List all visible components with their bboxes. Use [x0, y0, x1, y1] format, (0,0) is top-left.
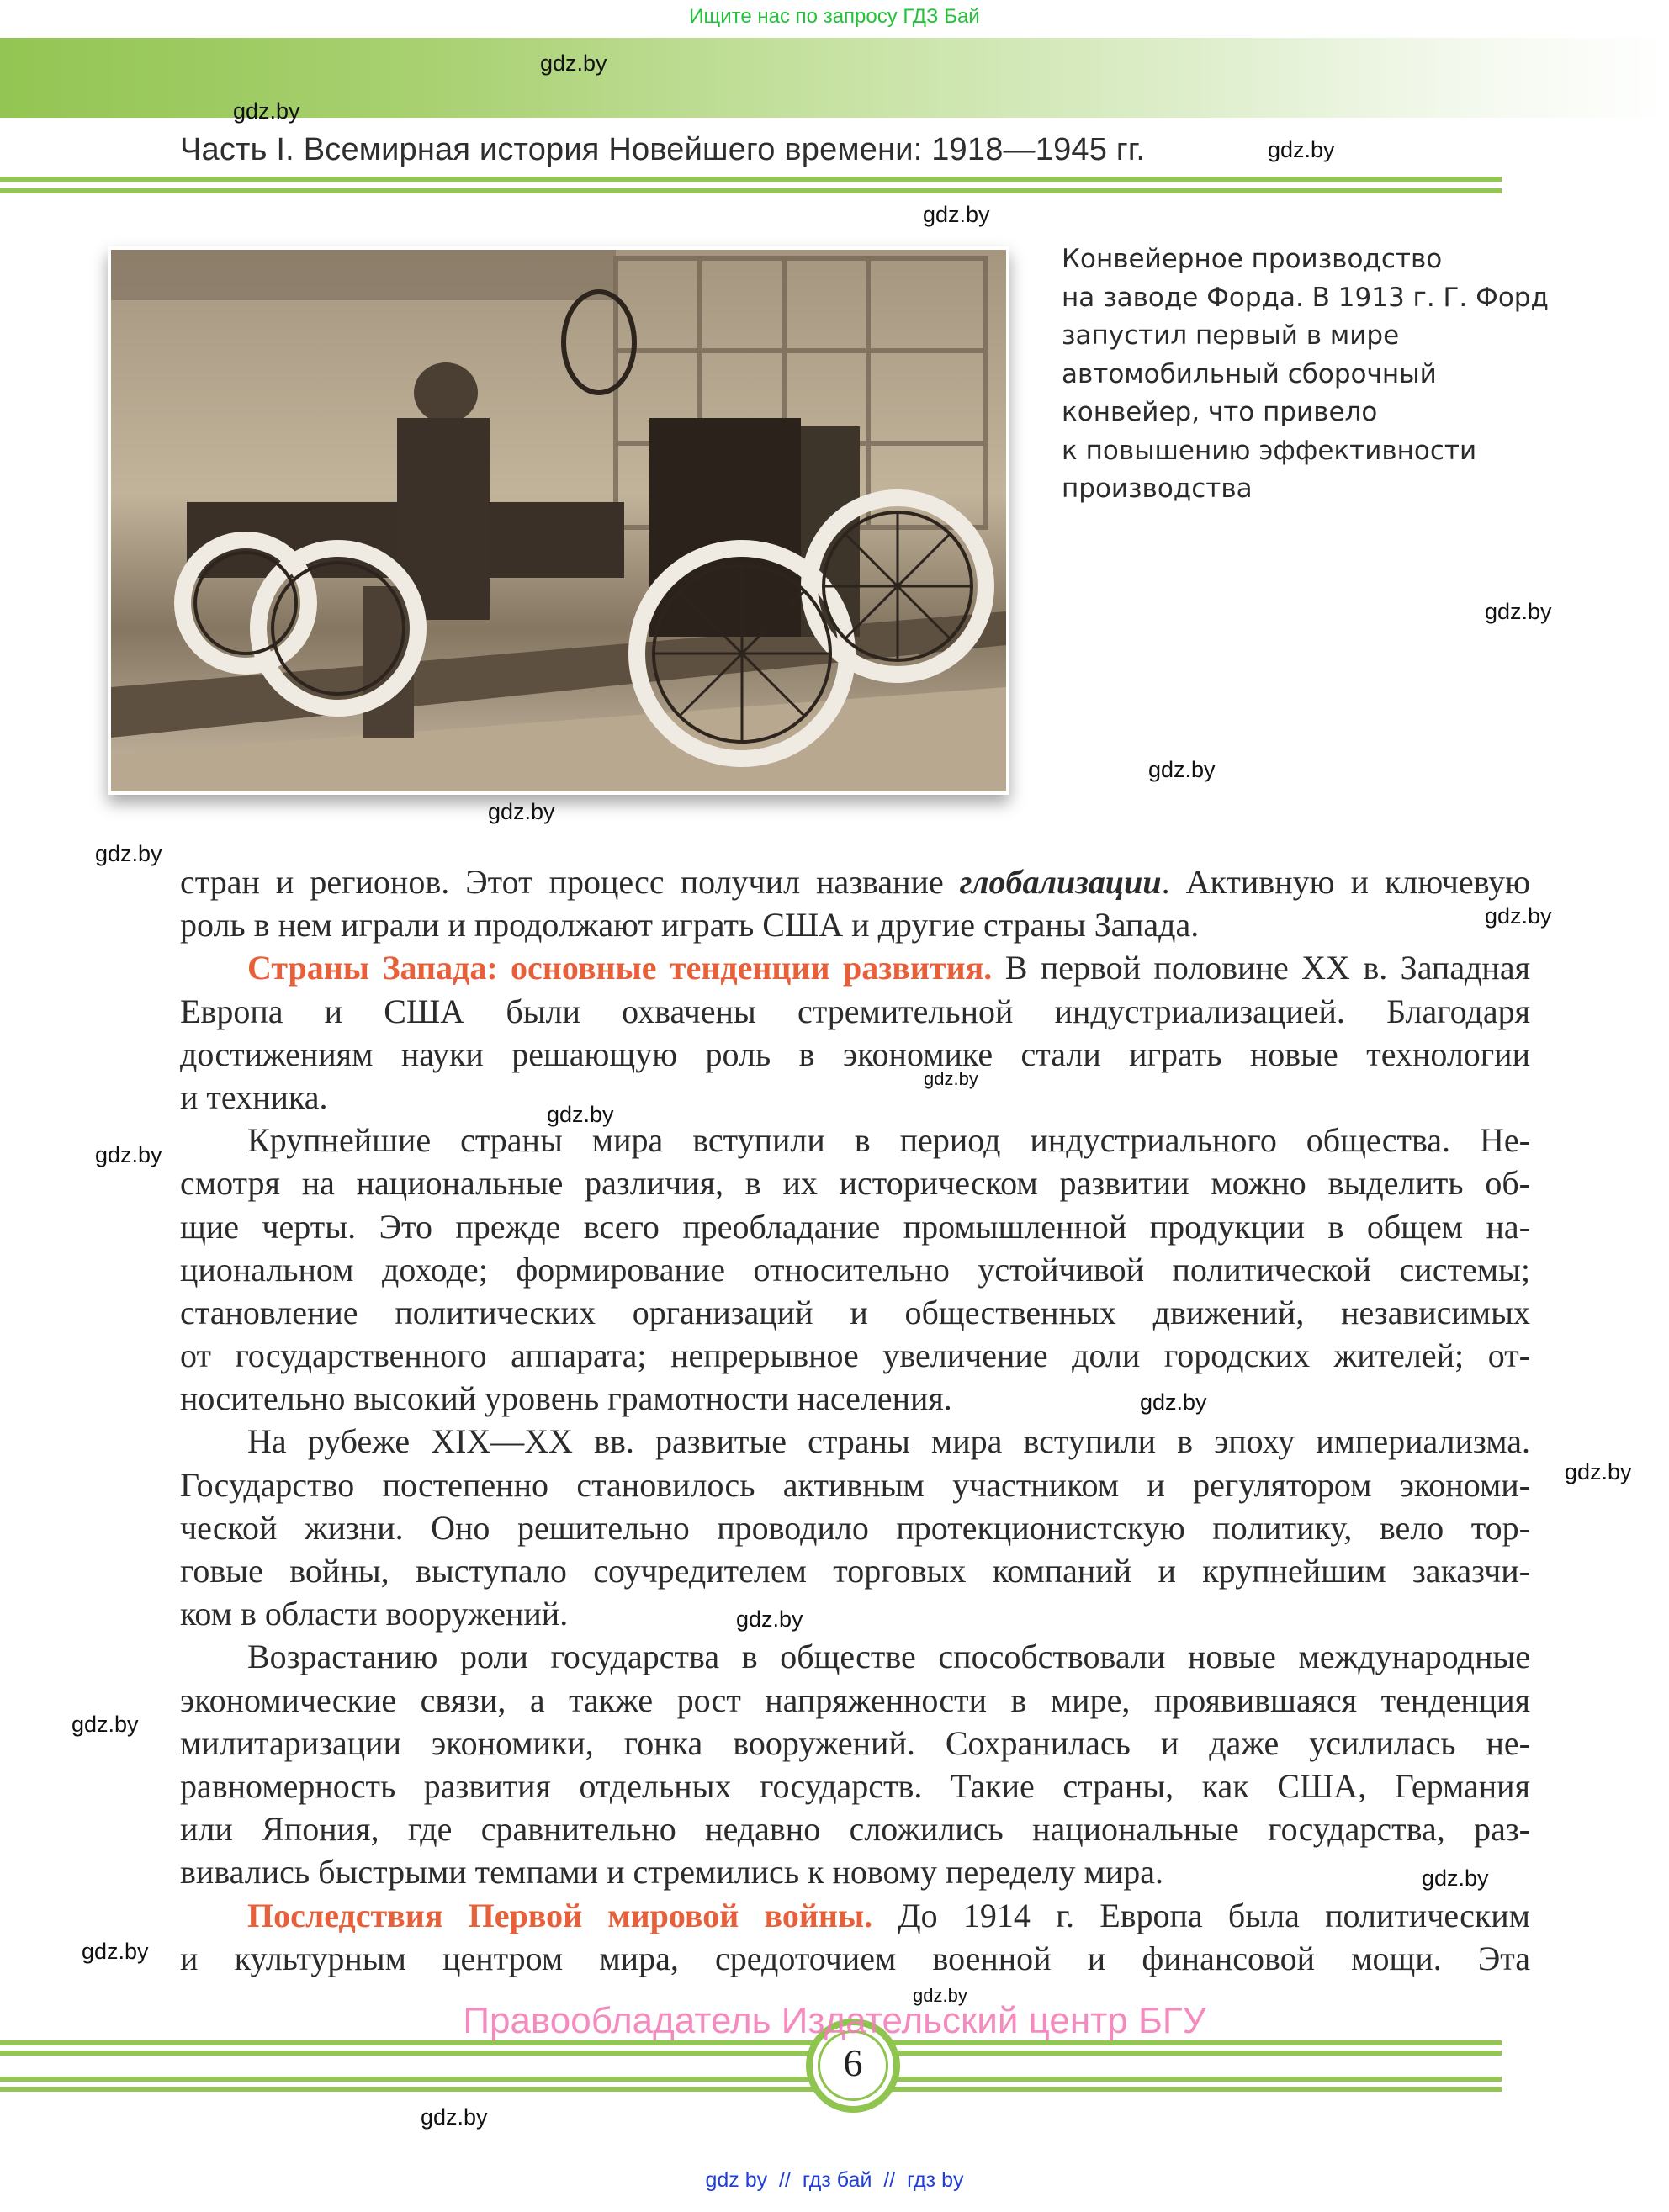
header-rule-bottom [0, 188, 1502, 193]
text-line: Крупнейшие страны мира вступили в период индустриального общества. Не- [247, 1121, 1530, 1160]
caption-line: Конвейерное производство [1062, 244, 1443, 274]
watermark: gdz.by [1422, 1865, 1489, 1891]
text-line: носительно высокий уровень грамотности населения. [180, 1379, 952, 1418]
caption-line: автомобильный сборочный [1062, 358, 1437, 389]
text-line: ческой жизни. Оно решительно проводило протекционистскую политику, вело тор- [180, 1508, 1530, 1547]
caption-line: запустил первый в мире [1062, 320, 1400, 351]
watermark: gdz.by [421, 2104, 488, 2130]
text-line: равномерность развития отдельных государств. Такие страны, как США, Германия [180, 1766, 1530, 1805]
text-line: вивались быстрыми темпами и стремились к новому переделу мира. [180, 1853, 1163, 1892]
text-line: роль в нем играли и продолжают играть США и другие страны Запада. [180, 906, 1200, 945]
body-text [180, 860, 1530, 1980]
section-heading-wwi-consequences: Последствия Первой мировой войны. [247, 1896, 873, 1934]
text-line: и техника. [180, 1077, 328, 1116]
watermark: gdz.by [924, 1068, 978, 1089]
watermark: gdz.by [923, 202, 990, 227]
watermark: gdz.by [95, 1142, 162, 1167]
page-number: 6 [843, 2041, 863, 2084]
watermark: gdz.by [95, 841, 162, 866]
watermark: gdz.by [547, 1102, 614, 1127]
text-line: становление политических организаций и общественных движений, независимых [180, 1293, 1530, 1331]
watermark: gdz.by [736, 1606, 803, 1632]
caption-line: на заводе Форда. В 1913 г. Г. Форд [1062, 282, 1549, 313]
watermark: gdz.by [913, 1985, 967, 2006]
figure-caption [1062, 241, 1549, 509]
copyright-notice: Правообладатель Издательский центр БГУ [463, 2000, 1206, 2041]
watermark: gdz.by [488, 799, 555, 824]
text-line: милитаризации экономики, гонка вооружений. Сохранилась и даже усилилась не- [180, 1723, 1530, 1762]
search-banner[interactable]: Ищите нас по запросу ГДЗ Бай [689, 5, 980, 28]
figure-photo-frame [108, 246, 1009, 795]
text-line: смотря на национальные различия, в их историческом развитии можно выделить об- [180, 1164, 1530, 1203]
text-line: Последствия Первой мировой войны. До 1914 г. Европа была политическим [247, 1896, 1530, 1934]
watermark: gdz.by [82, 1939, 149, 1964]
footer-rule-4 [0, 2087, 1502, 2092]
caption-line: к повышению эффективности [1062, 435, 1477, 466]
text-line: Государство постепенно становилось активным участником и регулятором экономи- [180, 1465, 1530, 1504]
header-rule-top [0, 177, 1502, 182]
term-globalization: глобализации [959, 863, 1162, 901]
assembly-line-photo [111, 250, 1006, 791]
text-line: говые войны, выступало соучредителем торговых компаний и крупнейшим заказчи- [180, 1552, 1530, 1590]
text-line: циональном доходе; формирование относительно устойчивой политической системы; [180, 1250, 1530, 1289]
text-line: экономические связи, а также рост напряженности в мире, проявившаяся тенденция [180, 1680, 1530, 1719]
text-line: от государственного аппарата; непрерывное увеличение доли городских жителей; от- [180, 1336, 1530, 1375]
footer-rule-3 [0, 2077, 1502, 2082]
footer-links[interactable]: gdz by // гдз бай // гдз by [705, 2168, 964, 2192]
photo-illustration-icon [111, 250, 1006, 791]
text-line: ком в области вооружений. [180, 1595, 569, 1633]
watermark: gdz.by [1485, 903, 1552, 929]
watermark: gdz.by [72, 1712, 139, 1737]
watermark: gdz.by [233, 98, 300, 124]
footer-rule-2 [0, 2051, 1502, 2056]
text-line: Страны Запада: основные тенденции развития. В первой половине XX в. Западная [247, 949, 1530, 987]
watermark: gdz.by [1268, 137, 1335, 162]
text-line: Европа и США были охвачены стремительной индустриализацией. Благодаря [180, 992, 1530, 1030]
caption-line: конвейер, что привело [1062, 397, 1378, 427]
text-line: достижениям науки решающую роль в экономике стали играть новые технологии [180, 1035, 1530, 1073]
watermark: gdz.by [1485, 599, 1552, 624]
watermark: gdz.by [540, 50, 607, 76]
caption-line: производства [1062, 474, 1253, 504]
text-line: щие черты. Это прежде всего преобладание промышленной продукции в общем на- [180, 1207, 1530, 1246]
text-line: и культурным центром мира, средоточием военной и финансовой мощи. Эта [180, 1939, 1530, 1977]
watermark: gdz.by [1565, 1459, 1632, 1484]
text-line: стран и регионов. Этот процесс получил название глобализации. Активную и ключевую [180, 863, 1530, 901]
text-line: Возрастанию роли государства в обществе способствовали новые международные [247, 1638, 1530, 1676]
text-line: На рубеже XIX—XX вв. развитые страны мира вступили в эпоху империализма. [247, 1422, 1530, 1461]
watermark: gdz.by [1140, 1389, 1207, 1415]
chapter-title: Часть I. Всемирная история Новейшего времени: 1918—1945 гг. [180, 132, 1146, 167]
watermark: gdz.by [1148, 757, 1216, 782]
section-heading-western-countries: Страны Запада: основные тенденции развития. [247, 949, 993, 987]
text-line: или Япония, где сравнительно недавно сложились национальные государства, раз- [180, 1810, 1530, 1849]
